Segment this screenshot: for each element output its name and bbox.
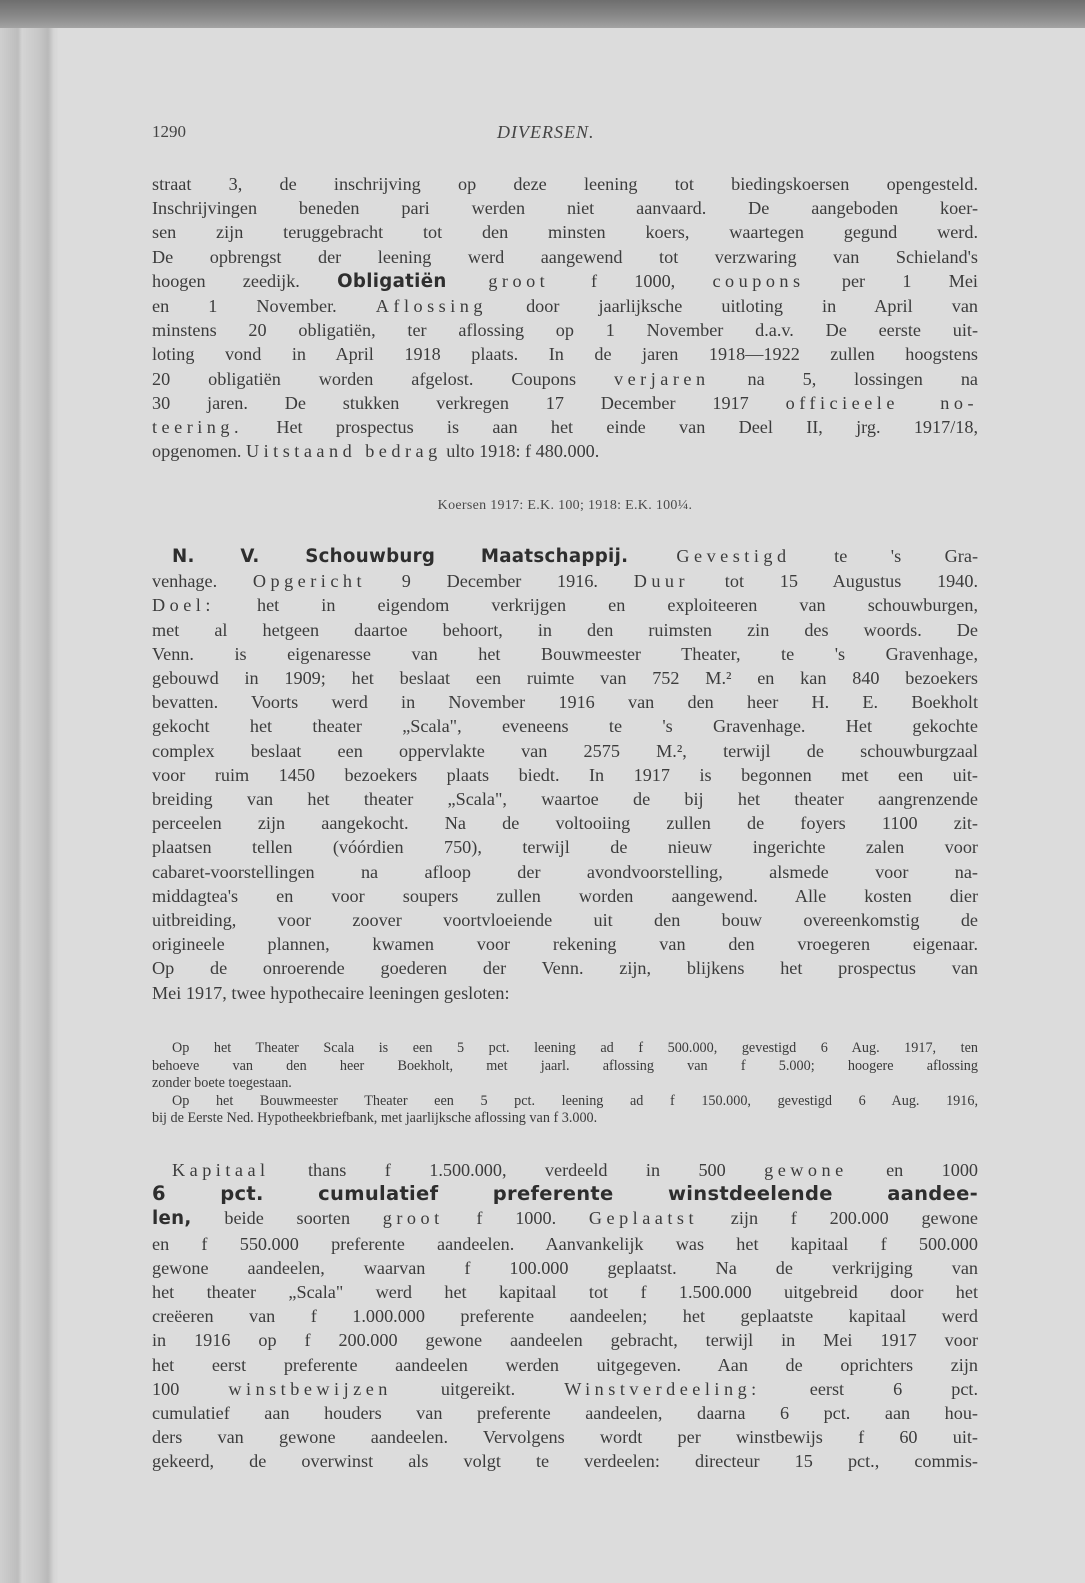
text-line: ders van gewone aandeelen. Vervolgens wordt per winstbewijs f 60 uit- xyxy=(152,1427,978,1448)
term-obligatien: Obligatiën xyxy=(337,270,447,292)
spaced-term: Gevestigd xyxy=(628,546,791,566)
text: opgenomen. xyxy=(152,441,246,462)
mortgage-line: Op het Bouwmeester Theater een 5 pct. leening ad f 150.000, gevestigd 6 Aug. 1916, xyxy=(172,1092,978,1109)
text-line: gewone aandeelen, waarvan f 100.000 geplaatst. Na de verkrijging van xyxy=(152,1257,978,1278)
text-line: cabaret-voorstellingen na afloop der avondvoorstelling, alsmede voor na- xyxy=(152,861,978,882)
text-line: cumulatief aan houders van preferente aandeelen, daarna 6 pct. aan hou- xyxy=(152,1403,978,1424)
spaced-term: teering. xyxy=(152,417,244,438)
text: zijn f 200.000 gewone xyxy=(698,1208,978,1229)
text-line: voor ruim 1450 bezoekers plaats biedt. In 1917 is begonnen met een uit- xyxy=(152,764,978,785)
spaced-term: Opgericht xyxy=(252,571,367,592)
text-line: gebouwd in 1909; het beslaat een ruimte van 752 M.² en kan 840 bezoekers xyxy=(152,668,978,689)
mortgage-line: Op het Theater Scala is een 5 pct. leening ad f 500.000, gevestigd 6 Aug. 1917, ten xyxy=(172,1040,978,1056)
mortgage-line: zonder boete toegestaan. xyxy=(152,1075,292,1091)
section-schouwburg-maatschappij xyxy=(152,544,978,1005)
text-line: bevatten. Voorts werd in November 1916 van den heer H. E. Boekholt xyxy=(152,692,978,713)
spaced-term: groot xyxy=(382,1208,444,1229)
text: venhage. xyxy=(152,571,253,592)
text: thans f 1.500.000, verdeeld in 500 xyxy=(269,1160,765,1180)
spaced-term: coupons xyxy=(712,270,805,291)
spaced-term: Winstverdeeling: xyxy=(564,1378,761,1399)
spaced-term: Duur xyxy=(633,571,690,592)
text-line: het theater „Scala" werd het kapitaal tot f 1.500.000 uitgebreid door het xyxy=(152,1282,978,1303)
text-line: origineele plannen, kwamen voor rekening van den vroegeren eigenaar. xyxy=(152,934,978,955)
text: hoogen zeedijk. xyxy=(152,270,338,291)
text: door jaarlijksche uitloting in April van xyxy=(487,296,978,317)
mortgage-details xyxy=(152,1040,978,1128)
running-title: DIVERSEN. xyxy=(497,122,595,142)
text: te 's Gra- xyxy=(790,546,978,566)
text-line: minstens 20 obligatiën, ter aflossing op 1 November d.a.v. De eerste uit- xyxy=(152,320,978,341)
text: 9 December 1916. xyxy=(366,571,634,592)
text: 30 jaren. De stukken verkregen 17 December 1917 xyxy=(152,392,786,413)
spaced-term: Aflossing xyxy=(375,296,487,317)
text-line: sen zijn teruggebracht tot den minsten koers, waartegen gegund werd. xyxy=(152,222,978,243)
text: 20 obligatiën worden afgelost. Coupons xyxy=(152,368,614,389)
text-line xyxy=(152,367,978,391)
text: tot 15 Augustus 1940. xyxy=(689,571,978,592)
spaced-term: gewone xyxy=(764,1160,848,1180)
text: f 1000, xyxy=(590,270,713,291)
text-line: loting vond in April 1918 plaats. In de jaren 1918—1922 zullen hoogstens xyxy=(152,344,978,365)
text-line: breiding van het theater „Scala", waartoe de bij het theater aangrenzende xyxy=(152,789,978,810)
text-line: gekocht het theater „Scala", eveneens te 's Gravenhage. Het gekochte xyxy=(152,716,978,737)
text: en 1000 xyxy=(847,1160,979,1180)
text: eerst 6 pct. xyxy=(760,1378,978,1399)
text-line: met al hetgeen daartoe behoort, in den ruimsten zin des woords. De xyxy=(152,619,978,640)
spaced-term: verjaren xyxy=(613,368,710,389)
bold-term: len, xyxy=(152,1208,192,1230)
text: na 5, lossingen na xyxy=(709,368,978,389)
text-line: uitbreiding, voor zoover voortvloeiende uit den bouw overeenkomstig de xyxy=(152,910,978,931)
book-binding-edge xyxy=(0,28,58,1583)
text-line: complex beslaat een oppervlakte van 2575 M.², terwijl de schouwburgzaal xyxy=(152,740,978,761)
scan-top-edge xyxy=(0,0,1085,28)
text-line xyxy=(152,593,978,617)
text: uitgereikt. xyxy=(391,1378,565,1399)
text-line xyxy=(152,1206,978,1231)
text-line xyxy=(152,1377,978,1401)
page-header xyxy=(152,122,972,146)
text: 100 xyxy=(152,1378,229,1399)
spaced-term: Uitstaand bedrag xyxy=(245,441,442,462)
koersen-note: Koersen 1917: E.K. 100; 1918: E.K. 100¼. xyxy=(437,498,693,513)
spaced-term: groot xyxy=(446,270,591,291)
text: per 1 Mei xyxy=(804,270,978,291)
text-line xyxy=(152,294,978,318)
text: beide soorten xyxy=(191,1208,383,1229)
text-line: creëeren van f 1.000.000 preferente aandeelen; het geplaatste kapitaal werd xyxy=(152,1306,978,1327)
text-line xyxy=(152,569,978,593)
text-line: straat 3, de inschrijving op deze leening tot biedingskoersen opengesteld. xyxy=(152,174,978,194)
spaced-term: winstbewijzen xyxy=(228,1378,392,1399)
text-line: De opbrengst der leening werd aangewend tot verzwaring van Schieland's xyxy=(152,246,978,267)
spaced-term: Doel: xyxy=(152,595,215,616)
company-name: N. V. Schouwburg Maatschappij. xyxy=(172,546,629,567)
section-kapitaal xyxy=(152,1158,978,1474)
text-line xyxy=(152,1158,978,1182)
text-line xyxy=(152,391,978,415)
text-line: Inschrijvingen beneden pari werden niet aanvaard. De aangeboden koer- xyxy=(152,198,978,219)
section-obligaties xyxy=(152,172,978,463)
text-line xyxy=(152,544,978,569)
mortgage-line: behoeve van den heer Boekholt, met jaarl. aflossing van f 5.000; hoogere aflossing xyxy=(152,1057,978,1074)
text-line: en f 550.000 preferente aandeelen. Aanvankelijk was het kapitaal f 500.000 xyxy=(152,1233,978,1254)
spaced-term: Geplaatst xyxy=(588,1208,699,1229)
text: f 1000. xyxy=(443,1208,589,1229)
text-line: Venn. is eigenaresse van het Bouwmeester Theater, te 's Gravenhage, xyxy=(152,643,978,664)
text-line: in 1916 op f 200.000 gewone aandeelen gebracht, terwijl in Mei 1917 voor xyxy=(152,1330,978,1351)
share-class-heading: 6 pct. cumulatief preferente winstdeelende aandee- xyxy=(152,1182,978,1206)
text-line: perceelen zijn aangekocht. Na de voltooiing zullen de foyers 1100 zit- xyxy=(152,813,978,834)
spaced-term: Kapitaal xyxy=(172,1160,270,1180)
text: en 1 November. xyxy=(152,296,376,317)
text-line: Mei 1917, twee hypothecaire leeningen gesloten: xyxy=(152,982,510,1003)
text-line: het eerst preferente aandeelen werden uitgegeven. Aan de oprichters zijn xyxy=(152,1354,978,1375)
text-line xyxy=(152,415,978,439)
text-line: gekeerd, de overwinst als volgt te verdeelen: directeur 15 pct., commis- xyxy=(152,1451,978,1472)
text-line: middagtea's en voor soupers zullen worden aangewend. Alle kosten dier xyxy=(152,885,978,906)
text-line: plaatsen tellen (vóórdien 750), terwijl de nieuw ingerichte zalen voor xyxy=(152,837,978,858)
mortgage-line: bij de Eerste Ned. Hypotheekbriefbank, met jaarlijksche aflossing van f 3.000. xyxy=(152,1110,598,1126)
page-number: 1290 xyxy=(152,122,186,141)
text-line xyxy=(152,439,978,463)
text-line xyxy=(152,269,978,294)
text: het in eigendom verkrijgen en exploiteeren van schouwburgen, xyxy=(214,595,978,616)
text: Het prospectus is aan het einde van Deel II, jrg. 1917/18, xyxy=(243,417,978,438)
text-line: Op de onroerende goederen der Venn. zijn, blijkens het prospectus van xyxy=(152,958,978,979)
text: ulto 1918: f 480.000. xyxy=(441,441,600,462)
spaced-term: officieele no- xyxy=(785,392,979,413)
